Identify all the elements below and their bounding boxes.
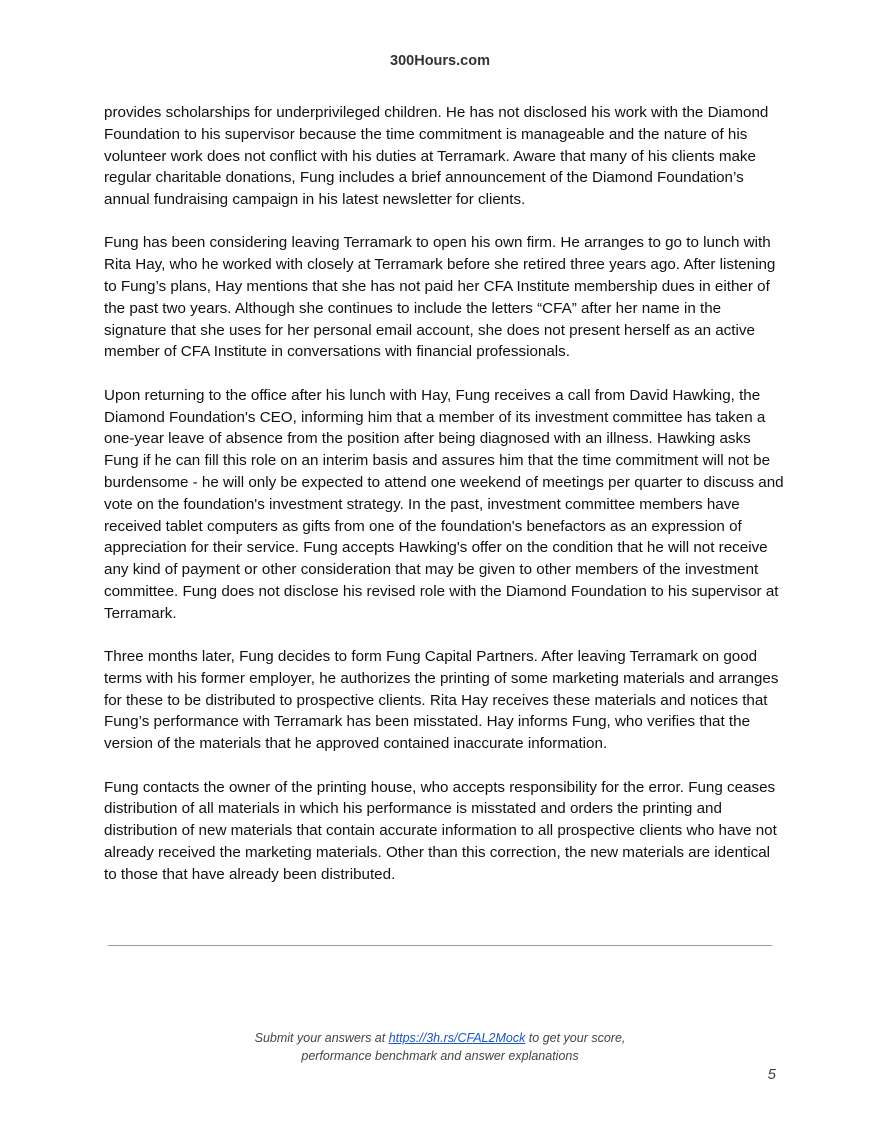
footer-note — [0, 1029, 880, 1065]
page-number: 5 — [767, 1066, 776, 1083]
paragraph-4: Three months later, Fung decides to form Fung Capital Partners. After leaving Terramark on good terms with his former employer, he authorizes the printing of some marketing materials and arranges for these to be distributed to prospective clients. Rita Hay receives these materials and notices that Fung’s performance with Terramark has been misstated. Hay informs Fung, who verifies that the version of the materials that he approved contained inaccurate information. — [104, 648, 779, 753]
paragraph-2: Fung has been considering leaving Terramark to open his own firm. He arranges to go to lunch with Rita Hay, who he worked with closely at Terramark before she retired three years ago. After listening to Fung’s plans, Hay mentions that she has not paid her CFA Institute membership dues in either of the past two years. Although she continues to include the letters “CFA” after her name in the signature that she uses for her personal email account, she does not present herself as an active member of CFA Institute in conversations with financial professionals. — [104, 234, 776, 361]
paragraph-1: provides scholarships for underprivileged children. He has not disclosed his work with the Diamond Foundation to his supervisor because the time commitment is manageable and the nature of his volunteer work does not conflict with his duties at Terramark. Aware that many of his clients make regular charitable donations, Fung includes a brief announcement of the Diamond Foundation’s annual fundraising campaign in his latest newsletter for clients. — [104, 104, 769, 209]
footer-line-2: performance benchmark and answer explanations — [301, 1049, 579, 1063]
document-body — [104, 102, 784, 907]
mock-exam-link[interactable]: https://3h.rs/CFAL2Mock — [388, 1031, 526, 1045]
footer-prefix: Submit your answers at — [254, 1031, 389, 1045]
footer-line-1 — [0, 1029, 880, 1047]
footer-divider — [108, 945, 772, 946]
site-header: 300Hours.com — [390, 53, 490, 69]
paragraph-5: Fung contacts the owner of the printing house, who accepts responsibility for the error. Fung ceases distribution of all materials in which his performance is misstated and orders the printing and distribution of new materials that contain accurate information to all prospective clients who have not already received the marketing materials. Other than this correction, the new materials are identical to those that have already been distributed. — [104, 778, 777, 883]
paragraph-3: Upon returning to the office after his lunch with Hay, Fung receives a call from David Hawking, the Diamond Foundation's CEO, informing him that a member of its investment committee has taken a one-year leave of absence from the position after being diagnosed with an illness. Hawking asks Fung if he can fill this role on an interim basis and assures him that the time commitment will not be burdensome - he will only be expected to attend one weekend of meetings per quarter to discuss and vote on the foundation's investment strategy. In the past, investment committee members have received tablet computers as gifts from one of the foundation's benefactors as an expression of appreciation for their service. Fung accepts Hawking's offer on the condition that he will not receive any kind of payment or other consideration that may be given to other members of the investment committee. Fung does not disclose his revised role with the Diamond Foundation to his supervisor at Terramark. — [104, 386, 784, 622]
footer-suffix: to get your score, — [525, 1031, 626, 1045]
